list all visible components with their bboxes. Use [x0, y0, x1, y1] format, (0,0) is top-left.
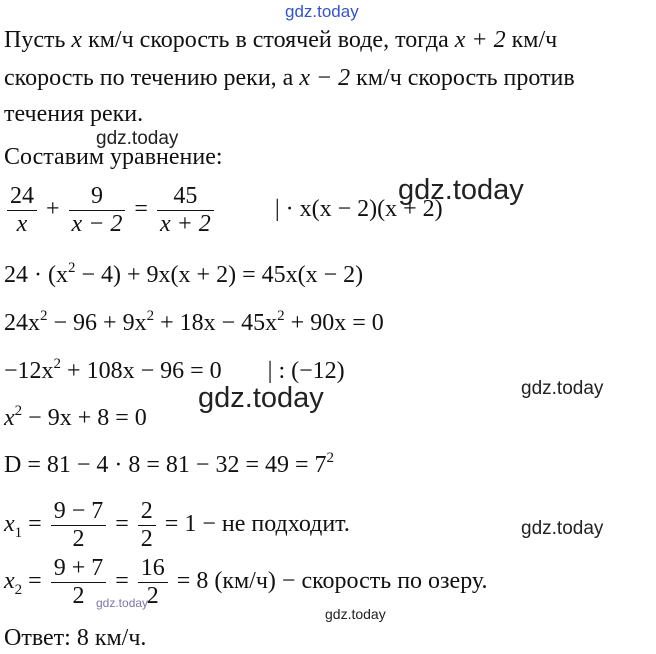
watermark-small-1: gdz.today: [96, 596, 149, 610]
step-3: $-12x^2 + 108x - 96 = 0$ | : (−12): [4, 356, 345, 384]
answer: Ответ: 8 км/ч.: [4, 625, 147, 651]
watermark-top: gdz.today: [285, 2, 359, 21]
step-2: $24x^2 - 96 + 9x^2 + 18x - 45x^2 + 90x = 0$: [4, 308, 384, 336]
fraction-24-over-x: $\frac{24}{x}$: [7, 183, 37, 238]
fraction-45-over-x-plus-2: $\frac{45}{x + 2}$: [157, 183, 214, 238]
equation-multiplier: | · x(x − 2)(x + 2): [274, 196, 443, 223]
root-x2: $x_2$ = $\frac{9 + 7}{2}$ = $\frac{16}{2}$ = 8 (км/ч) − скорость по озеру.: [4, 555, 488, 609]
intro-line-3: течения реки.: [4, 101, 144, 127]
watermark-1: gdz.today: [96, 128, 179, 149]
step-1: $24 \cdot (x^2 - 4) + 9x(x + 2) = 45x(x - 2)$: [4, 260, 364, 288]
watermark-large-2: gdz.today: [198, 382, 324, 414]
intro-line-2: скорость по течению реки, а x − 2 км/ч скорость против: [4, 65, 575, 91]
intro-line-1: Пусть x км/ч скорость в стоячей воде, тогда x + 2 км/ч: [4, 27, 558, 53]
watermark-right-1: gdz.today: [521, 378, 604, 399]
watermark-large-1: gdz.today: [398, 174, 524, 206]
step-discriminant: $D = 81 - 4 \cdot 8 = 81 - 32 = 49 = 7^2$: [4, 450, 335, 478]
step-4: $x^2 - 9x + 8 = 0$: [4, 403, 147, 431]
watermark-right-2: gdz.today: [521, 518, 604, 539]
fraction-9-over-x-minus-2: $\frac{9}{x - 2}$: [69, 183, 126, 238]
equation: $\frac{24}{x}$ + $\frac{9}{x - 2}$ = $\frac{45}{x + 2}$ | · x(x − 2)(x + 2): [4, 183, 443, 238]
intro-line-4: Составим уравнение:: [4, 144, 223, 170]
watermark-small-2: gdz.today: [325, 606, 386, 622]
root-x1: $x_1$ = $\frac{9 - 7}{2}$ = $\frac{2}{2}$ = 1 − не подходит.: [4, 498, 350, 552]
